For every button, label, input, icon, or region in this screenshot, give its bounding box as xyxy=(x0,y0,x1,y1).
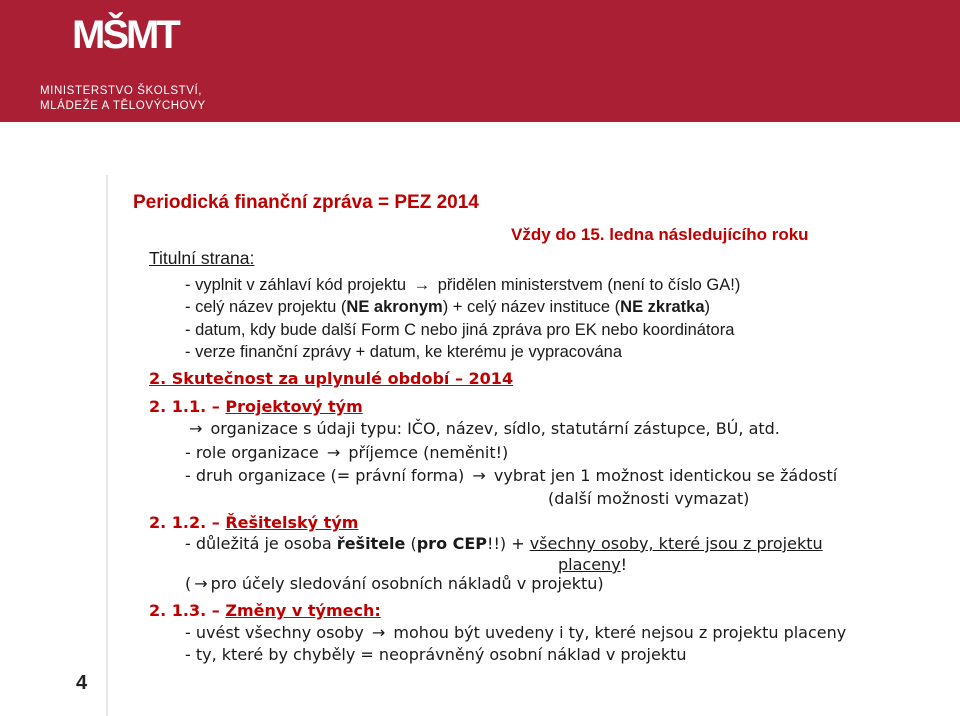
title-item-2-bold-b: NE zkratka xyxy=(620,298,705,316)
section-212-line-1-bold-a: řešitele xyxy=(336,534,406,553)
ministry-name-line2: MLÁDEŽE A TĚLOVÝCHOVY xyxy=(40,100,206,112)
section-212-line-3-text: pro účely sledování osobních nákladů v projektu) xyxy=(210,574,604,593)
section-213-line-1 xyxy=(185,623,846,643)
section-211-line-1-text: organizace s údaji typu: IČO, název, sídlo, statutární zástupce, BÚ, atd. xyxy=(210,419,780,438)
slide-title: Periodická finanční zpráva = PEZ 2014 xyxy=(133,192,479,213)
title-item-2-text-b: ) + celý název instituce ( xyxy=(442,298,621,316)
title-item-2-text-a: - celý název projektu ( xyxy=(185,298,347,316)
section-213-heading xyxy=(149,601,381,621)
section-213-line-2: - ty, které by chyběly = neoprávněný osobní náklad v projektu xyxy=(185,645,687,664)
section-213-line-1-text: - uvést všechny osoby xyxy=(185,623,364,642)
title-item-3: - datum, kdy bude další Form C nebo jiná zpráva pro EK nebo koordinátora xyxy=(185,321,735,339)
section-211-line-3-text: - druh organizace (= právní forma) xyxy=(185,466,465,485)
section-211-line-4: (další možnosti vymazat) xyxy=(548,489,750,508)
title-item-4: - verze finanční zprávy + datum, ke kterému je vypracována xyxy=(185,343,622,361)
title-item-2 xyxy=(185,297,710,317)
section-212-line-2-text: ! xyxy=(620,555,628,574)
section-212-line-2 xyxy=(558,555,627,575)
section-212-line-1-bold-b: pro CEP xyxy=(416,534,488,553)
ministry-logo: MŠMT xyxy=(72,13,178,57)
section-213-number: 2. 1.3. – xyxy=(149,601,226,620)
arrow-icon: → xyxy=(194,574,208,593)
section-213-line-1-note: mohou být uvedeny i ty, které nejsou z projektu placeny xyxy=(393,623,847,642)
section-212-line-1-text-a: - důležitá je osoba xyxy=(185,534,337,553)
section-211-line-2-text: - role organizace xyxy=(185,443,319,462)
section-label: Titulní strana: xyxy=(149,248,255,268)
section-211-line-3 xyxy=(185,466,837,486)
section-212-line-2-underlined: placeny xyxy=(558,555,621,574)
section-212-heading xyxy=(149,513,358,533)
section-212-line-1-text-c: !!) + xyxy=(487,534,530,553)
section-212-line-1 xyxy=(185,534,823,554)
section-211-number: 2. 1.1. – xyxy=(149,397,226,416)
section-212-title: Řešitelský tým xyxy=(225,513,359,532)
section-212-line-1-underlined: všechny osoby, které jsou z projektu xyxy=(529,534,823,553)
title-item-1-text: - vyplnit v záhlaví kód projektu xyxy=(185,276,407,294)
section-2-heading: 2. Skutečnost za uplynulé období – 2014 xyxy=(149,369,514,388)
section-212-number: 2. 1.2. – xyxy=(149,513,226,532)
arrow-icon: → xyxy=(413,276,431,294)
section-211-line-2 xyxy=(185,443,508,463)
section-211-line-3-note: vybrat jen 1 možnost identickou se žádostí xyxy=(493,466,838,485)
title-item-1-note: přidělen ministerstvem (není to číslo GA!) xyxy=(437,276,741,294)
section-211-heading xyxy=(149,397,363,417)
arrow-icon: → xyxy=(371,623,386,642)
section-211-title: Projektový tým xyxy=(225,397,363,416)
section-212-line-1-text-b: ( xyxy=(405,534,417,553)
section-212-line-3 xyxy=(185,574,604,594)
left-divider xyxy=(106,175,108,716)
section-211-line-1 xyxy=(186,419,780,439)
title-item-2-text-c: ) xyxy=(704,298,711,316)
arrow-icon: → xyxy=(326,443,341,462)
title-item-1 xyxy=(185,275,740,295)
section-212-line-3-paren: ( xyxy=(185,574,192,593)
deadline-note: Vždy do 15. ledna následujícího roku xyxy=(511,225,809,244)
page-number: 4 xyxy=(76,672,88,694)
header-band xyxy=(0,0,960,122)
title-item-2-bold-a: NE akronym xyxy=(346,298,443,316)
arrow-icon: → xyxy=(472,466,486,485)
section-211-line-2-note: příjemce (neměnit!) xyxy=(348,443,509,462)
section-213-title: Změny v týmech: xyxy=(225,601,381,620)
ministry-name-line1: MINISTERSTVO ŠKOLSTVÍ, xyxy=(40,85,203,97)
arrow-icon: → xyxy=(189,419,203,438)
